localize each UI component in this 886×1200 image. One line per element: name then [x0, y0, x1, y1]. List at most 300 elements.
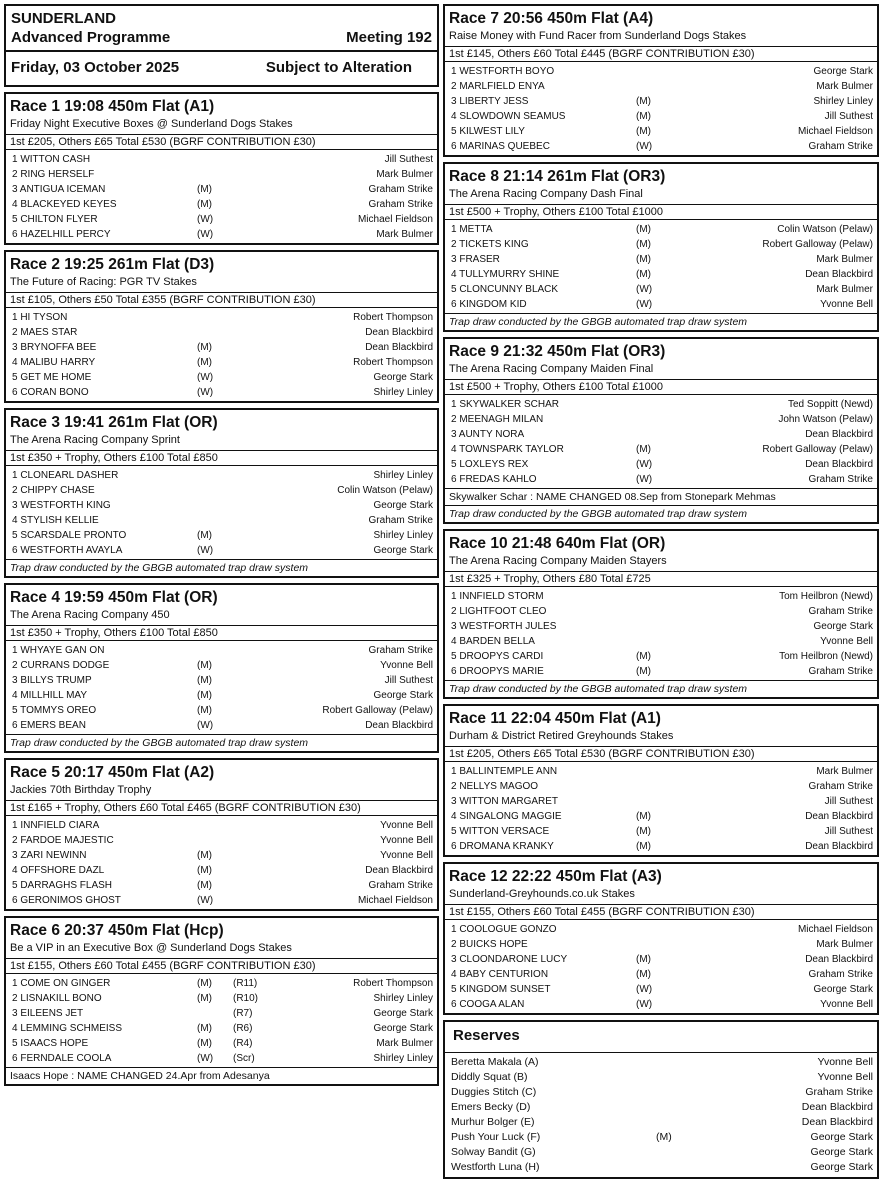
runner-name: 4 MALIBU HARRY [12, 357, 96, 368]
runner-name: 1 HI TYSON [12, 312, 68, 323]
left-race-list [4, 92, 439, 1086]
runner-sex [197, 483, 233, 498]
race-title: Race 8 21:14 261m Flat (OR3) [449, 168, 666, 185]
runner-row [445, 809, 877, 824]
runner-trainer: Michael Fieldson [797, 924, 873, 935]
runner-list [6, 641, 437, 734]
runner-sex: (M) [197, 705, 212, 716]
runner-grade [672, 764, 712, 779]
runner-row [445, 64, 877, 79]
race-title: Race 7 20:56 450m Flat (A4) [449, 10, 654, 27]
runner-name: 2 NELLYS MAGOO [451, 781, 539, 792]
runner-trainer: Shirley Linley [373, 1053, 433, 1064]
runner-trainer: Mark Bulmer [816, 81, 873, 92]
race-card [4, 250, 439, 403]
runner-row [6, 167, 437, 182]
runner-row [6, 688, 437, 703]
runner-sex [636, 779, 672, 794]
race-note: Trap draw conducted by the GBGB automated trap draw system [445, 313, 877, 330]
runner-name: 2 MEENAGH MILAN [451, 414, 544, 425]
runner-row [445, 952, 877, 967]
runner-trainer: Graham Strike [808, 141, 873, 152]
runner-row [6, 385, 437, 400]
reserve-row [445, 1055, 877, 1070]
race-subtitle: The Arena Racing Company 450 [10, 609, 170, 621]
runner-sex [636, 604, 672, 619]
runner-name: 5 ISAACS HOPE [12, 1038, 89, 1049]
runner-trainer: Mark Bulmer [816, 766, 873, 777]
race-subtitle: The Future of Racing: PGR TV Stakes [10, 276, 197, 288]
runner-name: 5 DARRAGHS FLASH [12, 880, 113, 891]
runner-row [6, 310, 437, 325]
runner-grade [233, 878, 273, 893]
runner-row [6, 498, 437, 513]
runner-grade [672, 604, 712, 619]
race-note: Skywalker Schar : NAME CHANGED 08.Sep from Stonepark Mehmas [445, 488, 877, 505]
runner-grade [672, 952, 712, 967]
runner-grade [672, 297, 712, 312]
runner-sex: (W) [197, 229, 214, 240]
runner-trainer: Mark Bulmer [376, 1038, 433, 1049]
runner-row [445, 664, 877, 679]
runner-sex [636, 427, 672, 442]
runner-trainer: Dean Blackbird [805, 811, 873, 822]
runner-grade [233, 818, 273, 833]
reserve-sex [656, 1100, 696, 1115]
runner-list [445, 220, 877, 313]
runner-grade [672, 649, 712, 664]
runner-row [6, 483, 437, 498]
runner-sex: (M) [197, 993, 212, 1004]
runner-trainer: George Stark [813, 66, 873, 77]
runner-list [6, 150, 437, 243]
runner-sex [636, 79, 672, 94]
runner-row [445, 604, 877, 619]
runner-trainer: Jill Suthest [384, 675, 433, 686]
runner-name: 1 INNFIELD STORM [451, 591, 544, 602]
runner-grade [672, 109, 712, 124]
runner-grade [672, 252, 712, 267]
runner-trainer: Ted Soppitt (Newd) [787, 399, 873, 410]
reserves-title: Reserves [453, 1027, 520, 1044]
runner-sex [197, 643, 233, 658]
runner-grade [233, 385, 273, 400]
runner-name: 1 WHYAYE GAN ON [12, 645, 105, 656]
runner-name: 4 OFFSHORE DAZL [12, 865, 105, 876]
reserve-row [445, 1130, 877, 1145]
runner-name: 6 GERONIMOS GHOST [12, 895, 121, 906]
race-subtitle: The Arena Racing Company Sprint [10, 434, 180, 446]
runner-row [445, 109, 877, 124]
runner-grade [672, 824, 712, 839]
runner-name: 5 KINGDOM SUNSET [451, 984, 551, 995]
runner-trainer: John Watson (Pelaw) [778, 414, 873, 425]
runner-name: 4 MILLHILL MAY [12, 690, 88, 701]
runner-grade [233, 833, 273, 848]
runner-name: 2 CHIPPY CHASE [12, 485, 95, 496]
runner-trainer: George Stark [813, 621, 873, 632]
runner-grade [233, 197, 273, 212]
runner-name: 3 ZARI NEWINN [12, 850, 87, 861]
runner-name: 4 TULLYMURRY SHINE [451, 269, 560, 280]
runner-grade [233, 513, 273, 528]
runner-trainer: Yvonne Bell [380, 660, 433, 671]
runner-sex: (M) [636, 841, 651, 852]
runner-row [445, 267, 877, 282]
runner-trainer: Michael Fieldson [357, 214, 433, 225]
runner-name: 3 WESTFORTH KING [12, 500, 111, 511]
runner-trainer: Graham Strike [368, 184, 433, 195]
runner-sex [636, 589, 672, 604]
runner-row [6, 1006, 437, 1021]
header-divider [6, 50, 437, 52]
runner-trainer: Shirley Linley [813, 96, 873, 107]
race-note: Isaacs Hope : NAME CHANGED 24.Apr from Adesanya [6, 1067, 437, 1084]
runner-grade [672, 922, 712, 937]
runner-row [6, 1021, 437, 1036]
runner-sex: (M) [197, 184, 212, 195]
header-line-2 [11, 28, 432, 47]
runner-row [445, 589, 877, 604]
runner-sex [197, 833, 233, 848]
runner-trainer: Graham Strike [808, 781, 873, 792]
reserve-name: Diddly Squat (B) [451, 1071, 528, 1083]
runner-trainer: Dean Blackbird [805, 954, 873, 965]
runner-row [6, 991, 437, 1006]
runner-name: 1 CLONEARL DASHER [12, 470, 119, 481]
runner-grade [672, 937, 712, 952]
runner-grade [672, 589, 712, 604]
header-line-3 [11, 58, 432, 81]
runner-name: 3 BRYNOFFA BEE [12, 342, 97, 353]
runner-sex [636, 937, 672, 952]
runner-name: 2 RING HERSELF [12, 169, 95, 180]
runner-sex [636, 619, 672, 634]
race-card [443, 704, 879, 857]
runner-grade [233, 893, 273, 908]
right-column [443, 4, 879, 1184]
runner-sex [636, 634, 672, 649]
runner-grade [672, 94, 712, 109]
runner-trainer: Mark Bulmer [816, 284, 873, 295]
runner-row [445, 457, 877, 472]
runner-grade: (R4) [233, 1038, 253, 1049]
runner-trainer: Jill Suthest [384, 154, 433, 165]
runner-name: 5 GET ME HOME [12, 372, 92, 383]
reserves-box [443, 1020, 879, 1179]
reserve-row [445, 1100, 877, 1115]
race-prize: 1st £205, Others £65 Total £530 (BGRF CONTRIBUTION £30) [6, 134, 437, 150]
runner-name: 5 SCARSDALE PRONTO [12, 530, 127, 541]
runner-name: 5 LOXLEYS REX [451, 459, 529, 470]
runner-name: 6 DROOPYS MARIE [451, 666, 544, 677]
runner-trainer: Dean Blackbird [805, 269, 873, 280]
runner-row [445, 427, 877, 442]
runner-name: 5 KILWEST LILY [451, 126, 525, 137]
runner-grade [672, 442, 712, 457]
runner-row [6, 325, 437, 340]
runner-sex: (M) [197, 530, 212, 541]
runner-name: 3 CLOONDARONE LUCY [451, 954, 568, 965]
runner-row [445, 442, 877, 457]
meeting-number: Meeting 192 [346, 29, 432, 46]
runner-grade [233, 543, 273, 558]
runner-row [6, 658, 437, 673]
race-title: Race 4 19:59 450m Flat (OR) [10, 589, 218, 606]
race-prize: 1st £105, Others £50 Total £355 (BGRF CONTRIBUTION £30) [6, 292, 437, 308]
race-card [4, 92, 439, 245]
runner-row [445, 649, 877, 664]
runner-grade [672, 982, 712, 997]
meeting-date: Friday, 03 October 2025 [11, 59, 180, 76]
runner-sex: (M) [636, 111, 651, 122]
runner-sex: (W) [636, 999, 653, 1010]
runner-trainer: Colin Watson (Pelaw) [777, 224, 873, 235]
runner-name: 3 ANTIGUA ICEMAN [12, 184, 106, 195]
runner-grade [233, 863, 273, 878]
runner-trainer: Robert Galloway (Pelaw) [322, 705, 433, 716]
runner-row [445, 967, 877, 982]
runner-row [6, 673, 437, 688]
runner-sex: (M) [636, 826, 651, 837]
runner-sex: (M) [636, 954, 651, 965]
runner-row [445, 94, 877, 109]
reserve-name: Murhur Bolger (E) [451, 1116, 535, 1128]
runner-sex: (M) [197, 1023, 212, 1034]
runner-trainer: Graham Strike [808, 474, 873, 485]
runner-name: 4 LEMMING SCHMEISS [12, 1023, 123, 1034]
runner-name: 3 LIBERTY JESS [451, 96, 529, 107]
runner-row [6, 227, 437, 242]
race-card [443, 529, 879, 699]
runner-list [445, 920, 877, 1013]
runner-name: 2 MAES STAR [12, 327, 78, 338]
runner-trainer: George Stark [373, 500, 433, 511]
runner-trainer: Graham Strike [808, 969, 873, 980]
runner-name: 4 STYLISH KELLIE [12, 515, 99, 526]
reserve-name: Solway Bandit (G) [451, 1146, 536, 1158]
runner-grade [233, 528, 273, 543]
runner-trainer: Robert Galloway (Pelaw) [762, 444, 873, 455]
runner-sex: (M) [197, 199, 212, 210]
runner-sex [197, 498, 233, 513]
runner-sex [197, 167, 233, 182]
runner-row [6, 1036, 437, 1051]
race-title: Race 10 21:48 640m Flat (OR) [449, 535, 666, 552]
race-prize: 1st £350 + Trophy, Others £100 Total £850 [6, 450, 437, 466]
runner-grade [672, 79, 712, 94]
runner-name: 5 CHILTON FLYER [12, 214, 98, 225]
runner-grade [672, 124, 712, 139]
runner-sex: (M) [197, 675, 212, 686]
runner-name: 1 WESTFORTH BOYO [451, 66, 555, 77]
runner-trainer: Graham Strike [808, 606, 873, 617]
runner-trainer: Robert Thompson [353, 357, 433, 368]
runner-name: 1 COOLOGUE GONZO [451, 924, 557, 935]
runner-row [6, 863, 437, 878]
reserve-sex [656, 1160, 696, 1175]
header-line-1 [11, 9, 432, 28]
runner-trainer: Yvonne Bell [380, 850, 433, 861]
reserves-list [445, 1052, 877, 1177]
runner-trainer: Robert Galloway (Pelaw) [762, 239, 873, 250]
runner-sex [197, 513, 233, 528]
race-card [443, 4, 879, 157]
runner-row [445, 997, 877, 1012]
reserve-sex [656, 1145, 696, 1160]
runner-sex: (W) [636, 459, 653, 470]
runner-name: 1 SKYWALKER SCHAR [451, 399, 559, 410]
runner-trainer: Michael Fieldson [797, 126, 873, 137]
runner-name: 6 COOGA ALAN [451, 999, 525, 1010]
runner-row [6, 1051, 437, 1066]
runner-trainer: Robert Thompson [353, 978, 433, 989]
reserve-sex: (M) [656, 1131, 672, 1143]
runner-sex: (M) [197, 880, 212, 891]
runner-row [445, 222, 877, 237]
runner-grade [233, 483, 273, 498]
race-prize: 1st £155, Others £60 Total £455 (BGRF CONTRIBUTION £30) [6, 958, 437, 974]
runner-trainer: Mark Bulmer [376, 229, 433, 240]
runner-trainer: Graham Strike [368, 880, 433, 891]
runner-trainer: Dean Blackbird [365, 720, 433, 731]
runner-sex: (M) [636, 269, 651, 280]
runner-sex: (M) [636, 239, 651, 250]
runner-row [445, 297, 877, 312]
runner-name: 2 BUICKS HOPE [451, 939, 528, 950]
race-title: Race 11 22:04 450m Flat (A1) [449, 710, 661, 727]
runner-sex [636, 412, 672, 427]
alteration-notice: Subject to Alteration [265, 59, 412, 76]
runner-sex: (M) [636, 254, 651, 265]
runner-row [445, 252, 877, 267]
runner-name: 6 KINGDOM KID [451, 299, 527, 310]
runner-trainer: Tom Heilbron (Newd) [779, 591, 873, 602]
right-race-list [443, 4, 879, 1015]
runner-sex: (W) [197, 372, 214, 383]
reserve-name: Push Your Luck (F) [451, 1131, 541, 1143]
runner-grade [672, 427, 712, 442]
reserve-trainer: George Stark [810, 1131, 873, 1143]
runner-name: 4 SINGALONG MAGGIE [451, 811, 562, 822]
runner-grade [233, 325, 273, 340]
runner-row [445, 397, 877, 412]
runner-list [445, 395, 877, 488]
runner-row [445, 282, 877, 297]
runner-trainer: George Stark [813, 984, 873, 995]
runner-grade [672, 809, 712, 824]
race-note: Trap draw conducted by the GBGB automated trap draw system [445, 505, 877, 522]
runner-row [445, 472, 877, 487]
runner-name: 2 CURRANS DODGE [12, 660, 110, 671]
runner-trainer: Shirley Linley [373, 530, 433, 541]
runner-sex [636, 922, 672, 937]
runner-grade [233, 688, 273, 703]
left-column [4, 4, 439, 1091]
runner-sex: (W) [197, 214, 214, 225]
race-subtitle: Friday Night Executive Boxes @ Sunderland Dogs Stakes [10, 118, 293, 130]
track-name: SUNDERLAND [11, 10, 116, 27]
runner-sex: (W) [197, 895, 214, 906]
runner-sex: (M) [636, 126, 651, 137]
runner-row [6, 197, 437, 212]
runner-list [6, 816, 437, 909]
reserve-trainer: George Stark [810, 1146, 873, 1158]
runner-trainer: Mark Bulmer [376, 169, 433, 180]
runner-trainer: George Stark [373, 545, 433, 556]
runner-sex [197, 310, 233, 325]
runner-grade [672, 139, 712, 154]
runner-sex: (W) [197, 387, 214, 398]
runner-grade [233, 673, 273, 688]
runner-trainer: Dean Blackbird [365, 865, 433, 876]
runner-sex: (W) [636, 984, 653, 995]
runner-grade [233, 310, 273, 325]
reserve-trainer: Dean Blackbird [801, 1101, 873, 1113]
reserve-row [445, 1115, 877, 1130]
race-subtitle: Jackies 70th Birthday Trophy [10, 784, 152, 796]
reserve-row [445, 1070, 877, 1085]
reserve-sex [656, 1115, 696, 1130]
runner-row [445, 937, 877, 952]
runner-name: 6 WESTFORTH AVAYLA [12, 545, 123, 556]
runner-grade [233, 340, 273, 355]
runner-sex: (W) [197, 720, 214, 731]
runner-grade [233, 182, 273, 197]
runner-sex: (M) [197, 660, 212, 671]
race-note: Trap draw conducted by the GBGB automated trap draw system [445, 680, 877, 697]
runner-trainer: Yvonne Bell [820, 636, 873, 647]
reserve-row [445, 1145, 877, 1160]
runner-name: 4 SLOWDOWN SEAMUS [451, 111, 566, 122]
runner-trainer: Shirley Linley [373, 470, 433, 481]
runner-name: 3 EILEENS JET [12, 1008, 84, 1019]
runner-trainer: Graham Strike [368, 645, 433, 656]
runner-name: 3 FRASER [451, 254, 500, 265]
runner-name: 5 TOMMYS OREO [12, 705, 97, 716]
runner-grade [672, 779, 712, 794]
race-subtitle: The Arena Racing Company Dash Final [449, 188, 643, 200]
runner-sex: (M) [636, 666, 651, 677]
runner-row [6, 543, 437, 558]
reserve-trainer: Yvonne Bell [817, 1071, 873, 1083]
runner-row [6, 848, 437, 863]
runner-trainer: Dean Blackbird [805, 841, 873, 852]
runner-trainer: Colin Watson (Pelaw) [337, 485, 433, 496]
runner-row [445, 79, 877, 94]
runner-row [445, 412, 877, 427]
runner-grade [672, 619, 712, 634]
runner-grade [672, 237, 712, 252]
runner-name: 1 COME ON GINGER [12, 978, 111, 989]
runner-name: 5 CLONCUNNY BLACK [451, 284, 559, 295]
runner-grade: (R11) [233, 978, 258, 989]
runner-name: 6 MARINAS QUEBEC [451, 141, 550, 152]
runner-name: 3 WITTON MARGARET [451, 796, 559, 807]
runner-grade [233, 498, 273, 513]
runner-sex: (M) [197, 357, 212, 368]
runner-grade [233, 643, 273, 658]
runner-name: 6 DROMANA KRANKY [451, 841, 554, 852]
runner-name: 1 WITTON CASH [12, 154, 91, 165]
runner-row [6, 703, 437, 718]
runner-trainer: Dean Blackbird [365, 327, 433, 338]
runner-trainer: Yvonne Bell [820, 299, 873, 310]
runner-trainer: Tom Heilbron (Newd) [779, 651, 873, 662]
runner-name: 4 BARDEN BELLA [451, 636, 535, 647]
runner-row [445, 237, 877, 252]
runner-trainer: Graham Strike [368, 199, 433, 210]
